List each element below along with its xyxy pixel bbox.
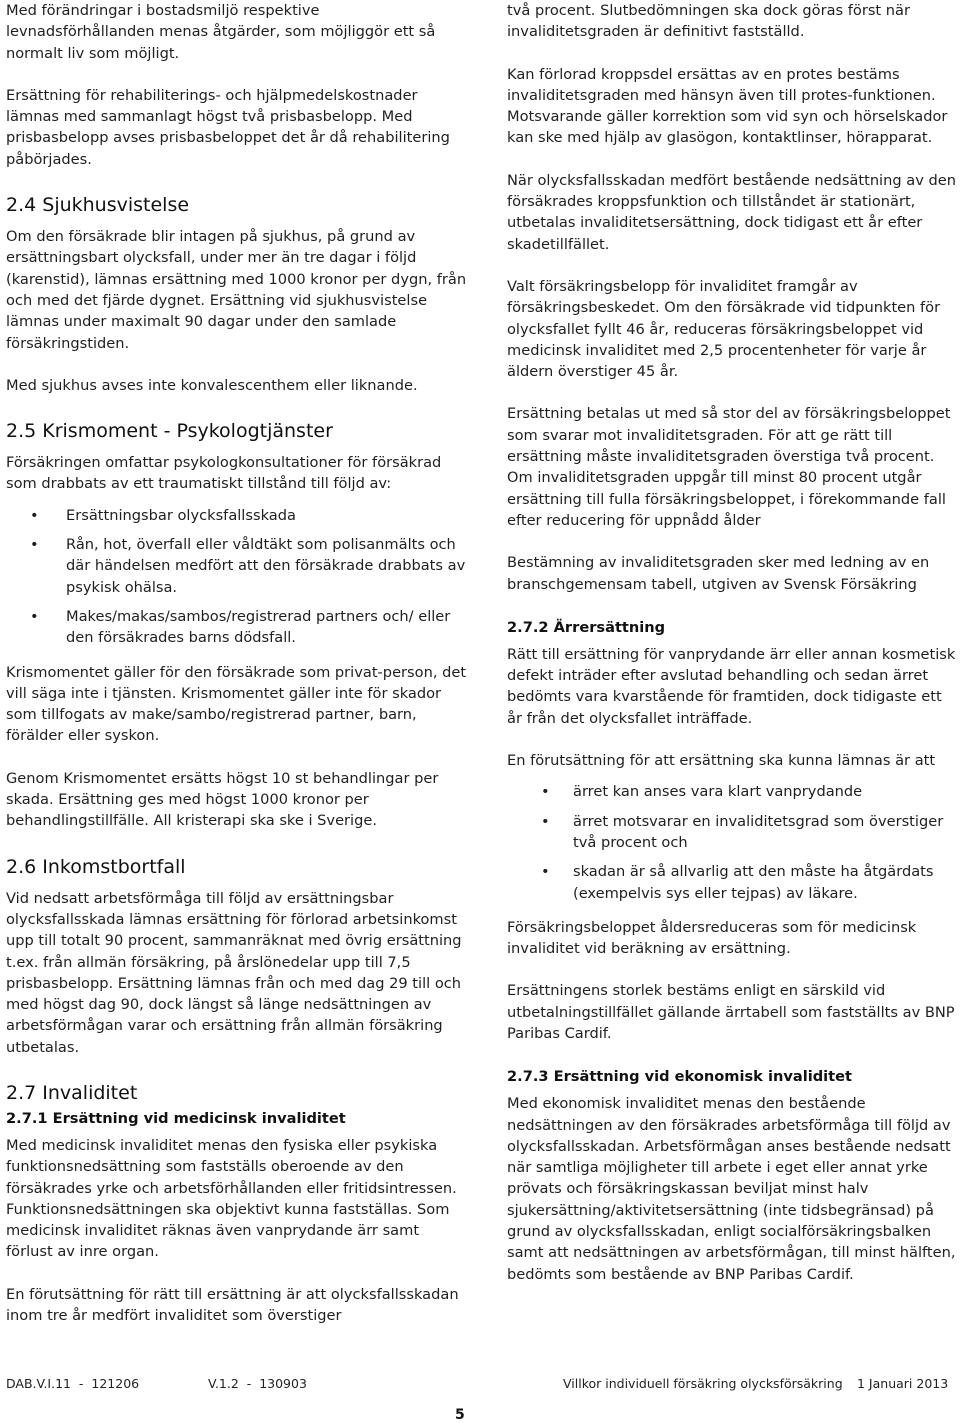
section-2-5-paragraph-2: Krismomentet gäller för den försäkrade som privat-person, det vill säga inte i tjänsten. Krismomentet gäller inte för skador som tillfogats av make/sambo/registrerad partner, barn, förälder eller syskon. [6, 663, 467, 745]
intro-paragraph-1: Med förändringar i bostadsmiljö respektive levnadsförhållanden menas åtgärder, som möjliggör ett så normalt liv som möjligt. [6, 2, 436, 62]
section-2-7-2-paragraph-2: En förutsättning för att ersättning ska kunna lämnas är att [507, 752, 936, 770]
section-2-7-3-heading: 2.7.3 Ersättning vid ekonomisk invaliditet [507, 1068, 853, 1086]
right-paragraph-6: Bestämning av invaliditetsgraden sker med ledning av en branschgemensam tabell, utgiven av Svensk Försäkring [507, 554, 930, 593]
section-2-4-paragraph-2: Med sjukhus avses inte konvalescenthem eller liknande. [6, 376, 418, 394]
section-2-7-2-bullet-list [507, 781, 957, 903]
section-2-7-1-heading: 2.7.1 Ersättning vid medicinsk invaliditet [6, 1109, 346, 1127]
section-2-5-paragraph-1: Försäkringen omfattar psykologkonsultationer för försäkrad som drabbats av ett traumatiskt tillstånd till följd av: [6, 454, 442, 493]
section-2-6-paragraph-1: Vid nedsatt arbetsförmåga till följd av ersättningsbar olycksfallsskada lämnas ersättning för förlorad arbetsinkomst upp till totalt 90 procent, sammanräknat med övrig ersättning t.ex. från allmän försäkring, på årslönedelar upp till 7,5 prisbasbelopp. Ersättning lämnas från och med dag 29 till och med högst dag 90, dock längst så länge nedsättningen av arbetsförmågan varar och ersättning från allmän försäkring utbetalas. [6, 889, 462, 1056]
list-item: • ärret motsvarar en invaliditetsgrad som överstiger två procent och [507, 811, 957, 854]
right-column [507, 0, 957, 1306]
section-2-7-heading: 2.7 Invaliditet [6, 1081, 138, 1104]
footer-date: 1 Januari 2013 [857, 1376, 949, 1391]
list-item: • ärret kan anses vara klart vanprydande [507, 781, 957, 802]
footer-doc-code: DAB.V.I.11 - 121206 [6, 1376, 140, 1391]
section-2-4-paragraph-1: Om den försäkrade blir intagen på sjukhus, på grund av ersättningsbart olycksfall, under mer än tre dagar i följd (karenstid), lämnas ersättning med 1000 kronor per dygn, från och med det fjärde dygnet. Ersättning vid sjukhusvistelse lämnas under maximalt 90 dagar under den samlade försäkringstiden. [6, 228, 467, 352]
right-paragraph-4: Valt försäkringsbelopp för invaliditet framgår av försäkringsbeskedet. Om den försäkrade vid tidpunkten för olycksfallet fyllt 46 år, reduceras försäkringsbeloppet vid medicinsk invaliditet med 2,5 procentenheter för varje år äldern överstiger 45 år. [507, 277, 941, 381]
section-2-5-bullet-list [6, 505, 468, 649]
section-2-7-1-paragraph-2: En förutsättning för rätt till ersättning är att olycksfallsskadan inom tre år medfört invaliditet som överstiger [6, 1285, 459, 1325]
section-2-6-heading: 2.6 Inkomstbortfall [6, 855, 186, 878]
list-item: • Ersättningsbar olycksfallsskada [6, 505, 468, 526]
section-2-5-heading: 2.5 Krismoment - Psykologtjänster [6, 420, 333, 443]
page-number: 5 [455, 1407, 465, 1423]
left-column [6, 0, 468, 1347]
list-item: • Rån, hot, överfall eller våldtäkt som polisanmälts och där händelsen medfört att den försäkrade drabbats av psykisk ohälsa. [6, 534, 468, 598]
page-footer [0, 1376, 960, 1396]
right-paragraph-1: två procent. Slutbedömningen ska dock göras först när invaliditetsgraden är definitivt fastställd. [507, 2, 910, 41]
section-2-5-paragraph-3: Genom Krismomentet ersätts högst 10 st behandlingar per skada. Ersättning ges med högst 1000 kronor per behandlingstillfälle. All kristerapi ska ske i Sverige. [6, 769, 439, 830]
section-2-7-1-paragraph-1: Med medicinsk invaliditet menas den fysiska eller psykiska funktionsnedsättning som fastställs oberoende av den försäkrades yrke och arbetsförhållanden eller fritidsintressen. Funktionsnedsättningen ska objektivt kunna fastställas. Som medicinsk invaliditet räknas även vanprydande ärr samt förlust av inre organ. [6, 1136, 457, 1261]
right-paragraph-5: Ersättning betalas ut med så stor del av försäkringsbeloppet som svarar mot invaliditetsgraden. För att ge rätt till ersättning måste invaliditetsgraden överstiga två procent. Om invaliditetsgraden uppgår till minst 80 procent utgår ersättning till fulla försäkringsbeloppet, i förekommande fall efter reducering för uppnådd ålder [507, 405, 951, 529]
section-2-4-heading: 2.4 Sjukhusvistelse [6, 194, 190, 217]
footer-title: Villkor individuell försäkring olycksförsäkring [563, 1376, 843, 1391]
list-item: • skadan är så allvarlig att den måste ha åtgärdats (exempelvis sys eller tejpas) av läkare. [507, 861, 957, 904]
section-2-7-2-paragraph-1: Rätt till ersättning för vanprydande ärr eller annan kosmetisk defekt inträder efter avslutad behandling och sedan ärret bedömts vara kvarstående för framtiden, dock tidigaste ett år från det olycksfallet inträffade. [507, 645, 956, 727]
section-2-7-2-heading: 2.7.2 Ärrersättning [507, 618, 666, 636]
right-paragraph-3: När olycksfallsskadan medfört bestående nedsättning av den försäkrades kroppsfunktion och tillståndet är stationärt, utbetalas invaliditetsersättning, dock tidigast ett år efter skadetillfället. [507, 171, 956, 253]
intro-paragraph-2: Ersättning för rehabiliterings- och hjälpmedelskostnader lämnas med sammanlagt högst två prisbasbelopp. Med prisbasbelopp avses prisbasbeloppet det år då rehabilitering påbörjades. [6, 86, 450, 168]
right-paragraph-2: Kan förlorad kroppsdel ersättas av en protes bestäms invaliditetsgraden med hänsyn även till protes-funktionen. Motsvarande gäller korrektion som vid syn och hörselskador kan ske med hjälp av glasögon, kontaktlinser, hörapparat. [507, 65, 948, 147]
footer-version: V.1.2 - 130903 [208, 1376, 307, 1391]
list-item: • Makes/makas/sambos/registrerad partners och/ eller den försäkrades barns dödsfall. [6, 606, 468, 649]
section-2-7-2-paragraph-3: Försäkringsbeloppet åldersreduceras som för medicinsk invaliditet vid beräkning av ersättning. [507, 918, 917, 958]
section-2-7-2-paragraph-4: Ersättningens storlek bestäms enligt en särskild vid utbetalningstillfället gällande ärrtabell som fastställts av BNP Paribas Cardif. [507, 982, 955, 1042]
section-2-7-3-paragraph-1: Med ekonomisk invaliditet menas den bestående nedsättningen av den försäkrades arbetsförmåga till följd av olycksfallsskadan. Arbetsförmågan anses bestående nedsatt när samtliga möjligheter till arbete i eget eller annat yrke prövats och försäkringskassan beviljat minst halv sjukersättning/aktivitetsersättning (inte tidsbegränsad) på grund av olycksfallsskadan, enligt socialförsäkringsbalken samt att nedsättningen av arbetsförmågan, till minst hälften, bedömts som bestående av BNP Paribas Cardif. [507, 1095, 956, 1283]
